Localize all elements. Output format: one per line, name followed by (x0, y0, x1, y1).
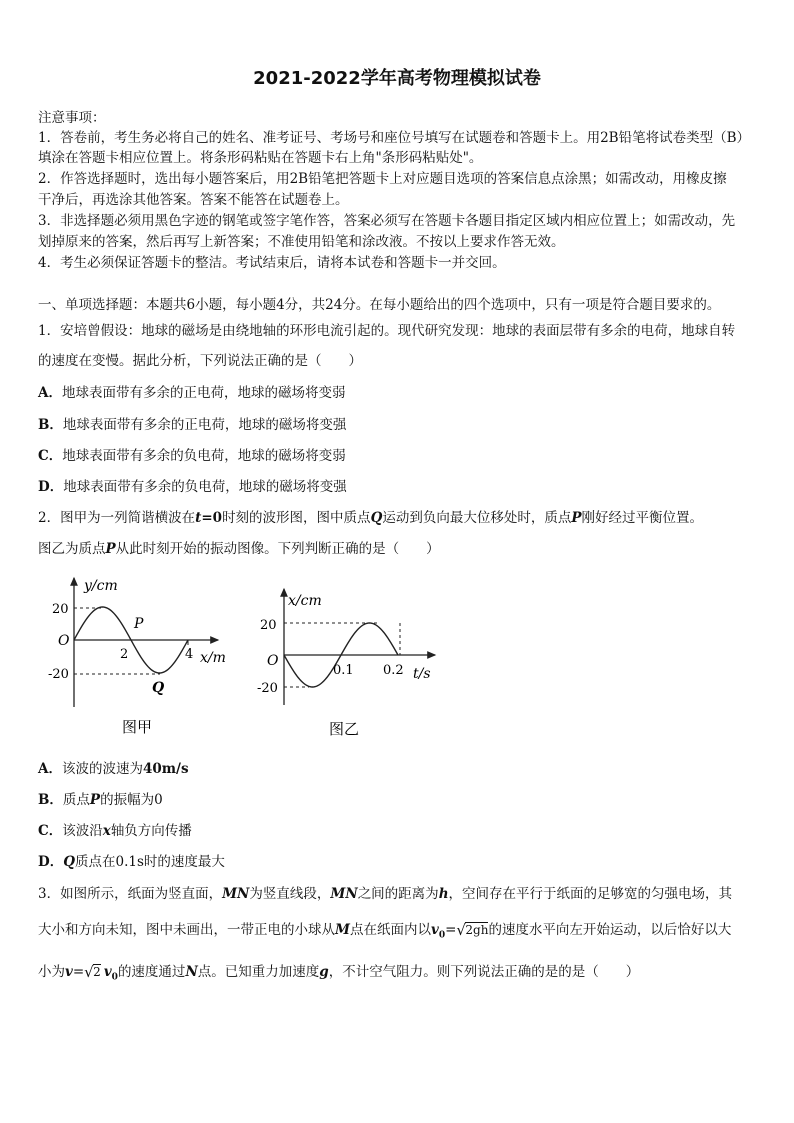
text: 点在纸面内以 (349, 922, 431, 938)
subscript: 0 (111, 972, 118, 983)
notice-line: 4．考生必须保证答题卡的整洁。考试结束后，请将本试卷和答题卡一并交回。 (38, 255, 506, 271)
text: 图乙为质点 (38, 541, 106, 557)
x-tick-label: 0.2 (383, 663, 404, 678)
var-p: P (571, 510, 582, 526)
q2-option-a (38, 759, 766, 779)
text: ，空间存在平行于纸面的足够宽的匀强电场，其 (448, 886, 733, 902)
x-tick-label: 0.1 (333, 663, 354, 678)
y-tick-label: 20 (260, 618, 277, 633)
var-mn: MN (330, 886, 358, 902)
q1-stem-line2: 的速度在变慢。据此分析，下列说法正确的是（ ） (38, 353, 362, 369)
subscript: 0 (438, 930, 446, 941)
option-text: 的振幅为0 (100, 792, 163, 808)
option-text: 轴负方向传播 (110, 823, 192, 839)
x-axis-label: x/m (200, 650, 226, 666)
text: = (445, 922, 457, 938)
point-q-label: Q (152, 680, 165, 696)
q3-stem-line3 (38, 962, 766, 988)
q2-stem-line2 (38, 539, 766, 559)
vibration-figure (255, 583, 455, 743)
q2-option-d (38, 852, 766, 872)
text: 为竖直线段， (249, 886, 331, 902)
var-p: P (105, 541, 116, 557)
text: 刚好经过平衡位置。 (581, 510, 703, 526)
option-text: 质点 (62, 792, 90, 808)
var-h: h (438, 886, 449, 902)
var-v0: v (103, 964, 112, 980)
text: 之间的距离为 (357, 886, 439, 902)
origin-label: O (267, 653, 279, 669)
option-letter: B． (38, 792, 63, 808)
notice-line: 干净后，再选涂其他答案。答案不能答在试题卷上。 (38, 192, 349, 208)
y-tick-label: -20 (257, 681, 278, 696)
option-letter: B． (38, 417, 63, 433)
x-tick-label: 2 (120, 647, 129, 662)
sqrt-icon: √ (84, 963, 94, 981)
notice-line: 填涂在答题卡相应位置上。将条形码粘贴在答题卡右上角"条形码粘贴处"。 (38, 150, 483, 166)
notice-line: 3．非选择题必须用黑色字迹的钢笔或签字笔作答，答案必须写在答题卡各题目指定区域内相应位置上；如需改动，先 (38, 213, 736, 229)
var-q: Q (370, 510, 383, 526)
x-axis-label: t/s (413, 666, 431, 682)
option-letter: A． (38, 761, 62, 777)
wave-figure (40, 572, 240, 742)
option-text: 地球表面带有多余的负电荷，地球的磁场将变弱 (62, 448, 346, 464)
q2-option-b (38, 790, 766, 810)
notice-line: 划掉原来的答案，然后再写上新答案；不准使用铅笔和涂改液。不按以上要求作答无效。 (38, 234, 565, 250)
notice-heading: 注意事项： (38, 110, 106, 126)
text: 时刻的波形图，图中质点 (222, 510, 371, 526)
var-g: g (319, 964, 329, 980)
option-text-bold: P (89, 792, 101, 808)
option-text: 地球表面带有多余的正电荷，地球的磁场将变强 (62, 417, 347, 433)
var-n: N (185, 964, 198, 980)
notice-line: 2．作答选择题时，选出每小题答案后，用2B铅笔把答题卡上对应题目选项的答案信息点涂黑；如需改动，用橡皮擦 (38, 171, 727, 187)
text: 2．图甲为一列简谐横波在 (38, 510, 196, 526)
option-text: 地球表面带有多余的正电荷，地球的磁场将变弱 (61, 385, 346, 401)
option-text: 质点在0.1s时的速度最大 (74, 854, 225, 870)
text: 从此时刻开始的振动图像。下列判断正确的是（ ） (115, 541, 440, 557)
text: ，不计空气阻力。则下列说法正确的是的是（ ） (328, 964, 640, 980)
option-letter: C． (38, 823, 63, 839)
sqrt-radicand: 2gh (465, 923, 489, 937)
y-tick-label: 20 (52, 602, 69, 617)
option-letter: D． (38, 479, 64, 495)
q1-option-c (38, 446, 766, 466)
text: 的速度通过 (117, 964, 186, 980)
vibration-graph (255, 583, 455, 743)
var-v0: v (430, 922, 439, 938)
text: 的速度水平向左开始运动，以后恰好以大 (488, 922, 732, 938)
option-text-bold: 40m/s (142, 761, 189, 777)
q3-stem-line2 (38, 920, 766, 946)
section-heading: 一、单项选择题：本题共6小题，每小题4分，共24分。在每小题给出的四个选项中，只有一项是符合题目要求的。 (38, 297, 721, 313)
var-t: t (195, 510, 202, 526)
origin-label: O (58, 633, 70, 649)
text: 小为 (38, 964, 65, 980)
point-p-label: P (134, 616, 144, 632)
option-text: 地球表面带有多余的负电荷，地球的磁场将变强 (63, 479, 347, 495)
figure-caption: 图乙 (329, 720, 360, 738)
notice-line: 1．答卷前，考生务必将自己的姓名、准考证号、考场号和座位号填写在试题卷和答题卡上。用2B铅笔将试卷类型（B） (38, 130, 751, 146)
sqrt-radicand: 2 (93, 965, 101, 979)
y-tick-label: -20 (48, 667, 69, 682)
option-text-bold: x (102, 823, 111, 839)
x-tick-label: 4 (185, 647, 194, 662)
text: 点。已知重力加速度 (197, 964, 320, 980)
text: =0 (201, 510, 223, 526)
y-axis-label: x/cm (288, 593, 322, 609)
option-text: 该波的波速为 (61, 761, 143, 777)
q2-option-c (38, 821, 766, 841)
var-m: M (335, 922, 350, 938)
wave-graph (40, 572, 240, 742)
option-letter: D． (38, 854, 64, 870)
sqrt-expression (456, 920, 488, 940)
q1-option-d (38, 477, 766, 497)
page-title: 2021-2022学年高考物理模拟试卷 (253, 68, 541, 89)
q1-option-b (38, 415, 766, 435)
text: = (72, 964, 85, 980)
var-mn: MN (222, 886, 250, 902)
text: 3．如图所示，纸面为竖直面， (38, 886, 223, 902)
figure-caption: 图甲 (122, 718, 153, 736)
sqrt-icon: √ (456, 921, 466, 939)
text: 运动到负向最大位移处时，质点 (382, 510, 572, 526)
var-v: v (65, 964, 73, 980)
q1-option-a (38, 383, 766, 403)
option-text: 该波沿 (62, 823, 103, 839)
text: 大小和方向未知，图中未画出，一带正电的小球从 (38, 922, 335, 938)
q3-stem-line1 (38, 884, 766, 904)
y-axis-label: y/cm (84, 578, 118, 594)
sqrt-expression (84, 962, 101, 982)
option-letter: A． (38, 385, 62, 401)
option-letter: C． (38, 448, 63, 464)
q1-stem-line1: 1．安培曾假设：地球的磁场是由绕地轴的环形电流引起的。现代研究发现：地球的表面层带有多余的电荷，地球自转 (38, 323, 736, 339)
option-text-bold: Q (63, 854, 75, 870)
q2-stem-line1 (38, 508, 766, 528)
